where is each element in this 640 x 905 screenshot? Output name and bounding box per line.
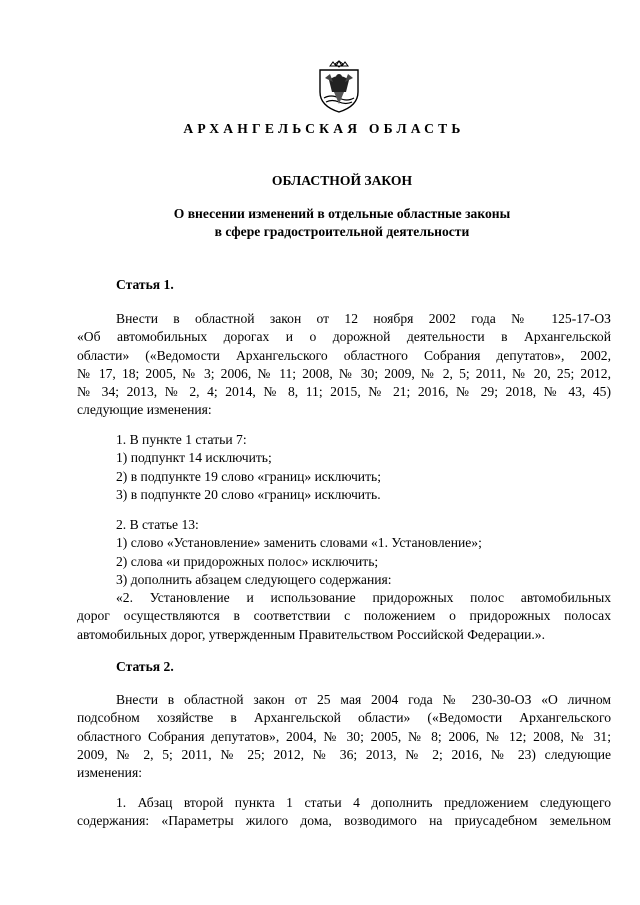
paragraph-line: изменения: (77, 765, 142, 781)
paragraph-line: подсобном хозяйстве в Архангельской области» («Ведомости Архангельского (77, 710, 611, 726)
paragraph-line: № 34; 2013, № 2, 4; 2014, № 8, 11; 2015, № 21; 2016, № 29; 2018, № 43, 45) (77, 384, 611, 400)
law-title (0, 205, 640, 242)
list-line: 3) в подпункте 20 слово «границ» исключить. (116, 486, 381, 502)
coat-of-arms-icon (316, 58, 362, 114)
paragraph-line: автомобильных дорог, утвержденным Правительством Российской Федерации.». (77, 626, 545, 642)
list-line: 2) слова «и придорожных полос» исключить; (116, 553, 379, 569)
article-1-intro (77, 310, 611, 420)
law-title-line: в сфере градостроительной деятельности (214, 224, 470, 240)
article-2-item-1 (77, 794, 611, 831)
list-line: 2. В статье 13: (116, 517, 199, 532)
paragraph-line: № 17, 18; 2005, № 3; 2006, № 11; 2008, № 30; 2009, № 2, 5; 2011, № 20, 25; 2012, (77, 365, 611, 381)
paragraph-line: «2. Установление и использование придорожных полос автомобильных (116, 590, 611, 605)
paragraph-line: дорог осуществляются в соответствии с положением о придорожных полосах (77, 608, 611, 624)
list-line: 3) дополнить абзацем следующего содержания: (116, 571, 392, 587)
list-line: 1) слово «Установление» заменить словами «1. Установление»; (116, 535, 482, 551)
paragraph-line: следующие изменения: (77, 402, 212, 418)
article-2-intro (77, 691, 611, 782)
paragraph-line: «Об автомобильных дорогах и о дорожной деятельности в Архангельской (77, 329, 611, 345)
article-1-item-2 (77, 516, 611, 589)
list-line: 1. В пункте 1 статьи 7: (116, 432, 247, 447)
region-name: АРХАНГЕЛЬСКАЯ ОБЛАСТЬ (183, 121, 465, 136)
article-1-item-1 (77, 431, 611, 504)
paragraph-line: содержания: «Параметры жилого дома, возводимого на приусадебном земельном (77, 813, 611, 829)
article-2-heading: Статья 2. (116, 659, 174, 674)
list-line: 1) подпункт 14 исключить; (116, 450, 272, 466)
paragraph-line: 2009, № 2, 5; 2011, № 25; 2012, № 36; 2013, № 2; 2016, № 23) следующие (77, 746, 611, 762)
law-title-line: О внесении изменений в отдельные областные законы (173, 206, 511, 221)
article-1-quote (77, 589, 611, 644)
paragraph-line: Внести в областной закон от 12 ноября 2002 года № 125-17-ОЗ (116, 311, 611, 326)
article-1-heading: Статья 1. (116, 277, 174, 292)
paragraph-line: областного Собрания депутатов», 2004, № 30; 2005, № 8; 2006, № 12; 2008, № 31; (77, 728, 611, 744)
law-type: ОБЛАСТНОЙ ЗАКОН (271, 173, 413, 188)
paragraph-line: Внести в областной закон от 25 мая 2004 года № 230-30-ОЗ «О личном (116, 692, 611, 707)
list-line: 2) в подпункте 19 слово «границ» исключить; (116, 468, 381, 484)
paragraph-line: 1. Абзац второй пункта 1 статьи 4 дополнить предложением следующего (116, 795, 611, 810)
paragraph-line: области» («Ведомости Архангельского областного Собрания депутатов», 2002, (77, 347, 611, 363)
